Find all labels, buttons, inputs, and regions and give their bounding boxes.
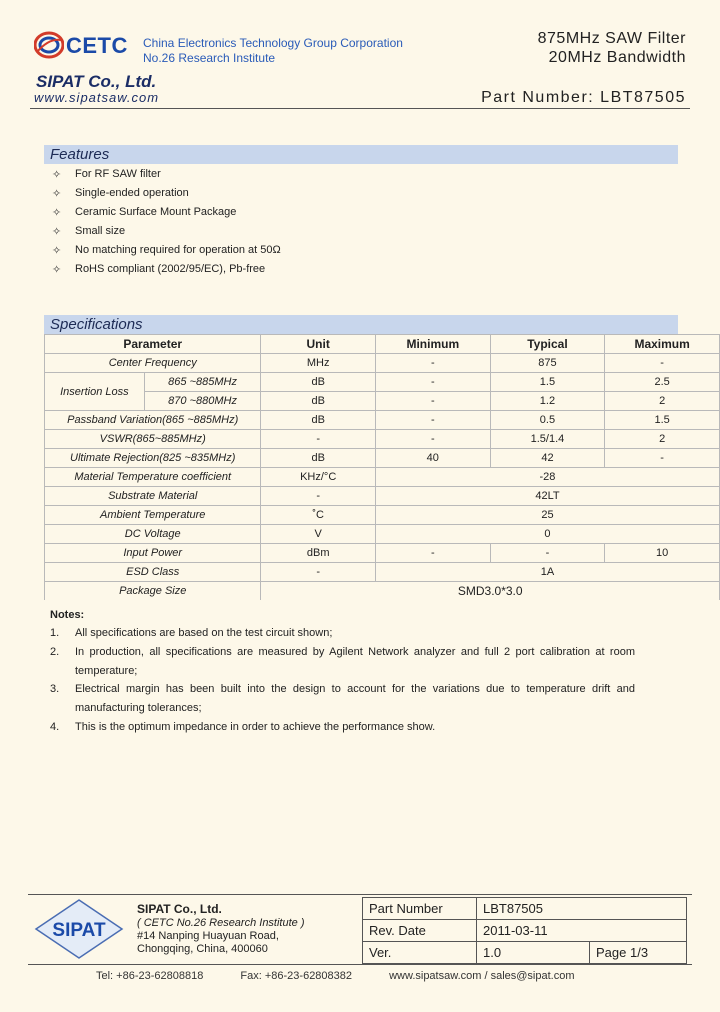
page-indicator: Page 1/3 bbox=[590, 942, 687, 964]
footer-institute: ( CETC No.26 Research Institute ) bbox=[137, 917, 305, 929]
min-cell: - bbox=[375, 544, 490, 563]
value-cell: -28 bbox=[375, 468, 719, 487]
footer-address-line1: #14 Nanping Huayuan Road, bbox=[137, 930, 279, 942]
rev-date-value: 2011-03-11 bbox=[477, 920, 687, 942]
table-row bbox=[45, 411, 720, 430]
note-text: Electrical margin has been built into the design to account for the variations due to temperature drift and manufacturing tolerances; bbox=[75, 683, 635, 714]
header-minimum: Minimum bbox=[375, 335, 490, 354]
typ-cell: 0.5 bbox=[490, 411, 605, 430]
table-row bbox=[363, 920, 687, 942]
header-parameter: Parameter bbox=[45, 335, 261, 354]
param-cell: Package Size bbox=[45, 582, 261, 601]
note-text: In production, all specifications are measured by Agilent Network analyzer and full 2 port calibration at room temperature; bbox=[75, 646, 635, 677]
unit-cell: dB bbox=[261, 392, 376, 411]
company-name: SIPAT Co., Ltd. bbox=[36, 72, 157, 91]
list-item: ✧ RoHS compliant (2002/95/EC), Pb-free bbox=[52, 263, 266, 276]
institute-name: No.26 Research Institute bbox=[143, 51, 276, 65]
typ-cell: - bbox=[490, 544, 605, 563]
param-cell: Ambient Temperature bbox=[45, 506, 261, 525]
typ-cell: 42 bbox=[490, 449, 605, 468]
table-row bbox=[45, 392, 720, 411]
list-item: ✧ Ceramic Surface Mount Package bbox=[52, 206, 237, 219]
cetc-logo-text: CETC bbox=[66, 33, 128, 58]
max-cell: - bbox=[605, 354, 720, 373]
cetc-logo-icon bbox=[34, 30, 64, 60]
param-cell: Insertion Loss bbox=[45, 373, 145, 411]
note-text: All specifications are based on the test circuit shown; bbox=[75, 627, 333, 639]
diamond-bullet-icon: ✧ bbox=[52, 169, 62, 181]
part-number-label: Part Number bbox=[363, 898, 477, 920]
typ-cell: 1.5/1.4 bbox=[490, 430, 605, 449]
version-label: Ver. bbox=[363, 942, 477, 964]
version-value: 1.0 bbox=[477, 942, 590, 964]
max-cell: - bbox=[605, 449, 720, 468]
param-cell: Passband Variation(865 ~885MHz) bbox=[45, 411, 261, 430]
sipat-badge-logo bbox=[34, 898, 124, 960]
product-title: 875MHz SAW Filter bbox=[537, 30, 686, 47]
unit-cell: MHz bbox=[261, 354, 376, 373]
part-number-heading: Part Number: LBT87505 bbox=[481, 89, 686, 106]
note-number: 3. bbox=[50, 683, 60, 695]
features-list bbox=[52, 166, 281, 280]
note-number: 2. bbox=[50, 646, 60, 658]
min-cell: 40 bbox=[375, 449, 490, 468]
web-email-link[interactable]: www.sipatsaw.com / sales@sipat.com bbox=[389, 970, 575, 982]
notes-title: Notes: bbox=[50, 609, 85, 621]
max-cell: 2.5 bbox=[605, 373, 720, 392]
product-bandwidth: 20MHz Bandwidth bbox=[548, 49, 686, 66]
value-cell: 42LT bbox=[375, 487, 719, 506]
telephone: Tel: +86-23-62808818 bbox=[96, 970, 204, 982]
table-row bbox=[45, 544, 720, 563]
table-row bbox=[363, 898, 687, 920]
diamond-bullet-icon: ✧ bbox=[52, 226, 62, 238]
max-cell: 1.5 bbox=[605, 411, 720, 430]
footer-bottom-divider bbox=[28, 964, 692, 965]
footer-company-name: SIPAT Co., Ltd. bbox=[137, 902, 222, 916]
header-unit: Unit bbox=[261, 335, 376, 354]
footer-divider bbox=[28, 894, 692, 895]
max-cell: 10 bbox=[605, 544, 720, 563]
unit-cell: ˚C bbox=[261, 506, 376, 525]
corporation-name: China Electronics Technology Group Corporation bbox=[143, 36, 403, 50]
table-row bbox=[45, 582, 720, 601]
diamond-bullet-icon: ✧ bbox=[52, 188, 62, 200]
unit-cell: dBm bbox=[261, 544, 376, 563]
table-row bbox=[45, 449, 720, 468]
subparam-cell: 870 ~880MHz bbox=[144, 392, 261, 411]
value-cell: 0 bbox=[375, 525, 719, 544]
param-cell: Ultimate Rejection(825 ~835MHz) bbox=[45, 449, 261, 468]
diamond-bullet-icon: ✧ bbox=[52, 207, 62, 219]
part-number-value: LBT87505 bbox=[477, 898, 687, 920]
param-cell: Input Power bbox=[45, 544, 261, 563]
max-cell: 2 bbox=[605, 430, 720, 449]
note-number: 4. bbox=[50, 721, 60, 733]
typ-cell: 1.5 bbox=[490, 373, 605, 392]
param-cell: Center Frequency bbox=[45, 354, 261, 373]
features-title: Features bbox=[50, 146, 110, 163]
list-item: ✧ Small size bbox=[52, 225, 126, 238]
param-cell: Substrate Material bbox=[45, 487, 261, 506]
table-header-row bbox=[45, 335, 720, 354]
min-cell: - bbox=[375, 354, 490, 373]
unit-cell: - bbox=[261, 430, 376, 449]
header-divider bbox=[30, 108, 690, 109]
min-cell: - bbox=[375, 373, 490, 392]
list-item: ✧ No matching required for operation at 50Ω bbox=[52, 244, 281, 257]
table-row bbox=[45, 506, 720, 525]
features-section-bar bbox=[44, 145, 678, 164]
table-row bbox=[45, 563, 720, 582]
table-row bbox=[45, 354, 720, 373]
table-row bbox=[45, 430, 720, 449]
unit-cell: dB bbox=[261, 411, 376, 430]
table-row bbox=[45, 487, 720, 506]
rev-date-label: Rev. Date bbox=[363, 920, 477, 942]
badge-text: SIPAT bbox=[52, 920, 106, 941]
specifications-title: Specifications bbox=[50, 316, 143, 333]
table-row bbox=[45, 373, 720, 392]
unit-cell: dB bbox=[261, 449, 376, 468]
company-website-link[interactable]: www.sipatsaw.com bbox=[34, 90, 160, 105]
min-cell: - bbox=[375, 430, 490, 449]
table-row bbox=[45, 468, 720, 487]
table-row bbox=[363, 942, 687, 964]
unit-cell: V bbox=[261, 525, 376, 544]
typ-cell: 1.2 bbox=[490, 392, 605, 411]
fax: Fax: +86-23-62808382 bbox=[240, 970, 353, 982]
footer-address-line2: Chongqing, China, 400060 bbox=[137, 943, 268, 955]
document-info-table bbox=[362, 897, 687, 964]
specifications-section-bar bbox=[44, 315, 678, 334]
diamond-bullet-icon: ✧ bbox=[52, 245, 62, 257]
value-cell: 1A bbox=[375, 563, 719, 582]
value-cell: SMD3.0*3.0 bbox=[261, 582, 720, 601]
note-number: 1. bbox=[50, 627, 60, 639]
typ-cell: 875 bbox=[490, 354, 605, 373]
unit-cell: dB bbox=[261, 373, 376, 392]
footer-contact-line bbox=[96, 970, 656, 982]
header-typical: Typical bbox=[490, 335, 605, 354]
param-cell: Material Temperature coefficient bbox=[45, 468, 261, 487]
value-cell: 25 bbox=[375, 506, 719, 525]
max-cell: 2 bbox=[605, 392, 720, 411]
param-cell: DC Voltage bbox=[45, 525, 261, 544]
list-item: ✧ Single-ended operation bbox=[52, 187, 189, 200]
unit-cell: - bbox=[261, 563, 376, 582]
note-text: This is the optimum impedance in order to achieve the performance show. bbox=[75, 721, 436, 733]
list-item: ✧ For RF SAW filter bbox=[52, 168, 161, 181]
table-row bbox=[45, 525, 720, 544]
header-maximum: Maximum bbox=[605, 335, 720, 354]
min-cell: - bbox=[375, 392, 490, 411]
unit-cell: KHz/°C bbox=[261, 468, 376, 487]
min-cell: - bbox=[375, 411, 490, 430]
subparam-cell: 865 ~885MHz bbox=[144, 373, 261, 392]
param-cell: VSWR(865~885MHz) bbox=[45, 430, 261, 449]
param-cell: ESD Class bbox=[45, 563, 261, 582]
specifications-table bbox=[44, 334, 720, 600]
unit-cell: - bbox=[261, 487, 376, 506]
diamond-bullet-icon: ✧ bbox=[52, 264, 62, 276]
